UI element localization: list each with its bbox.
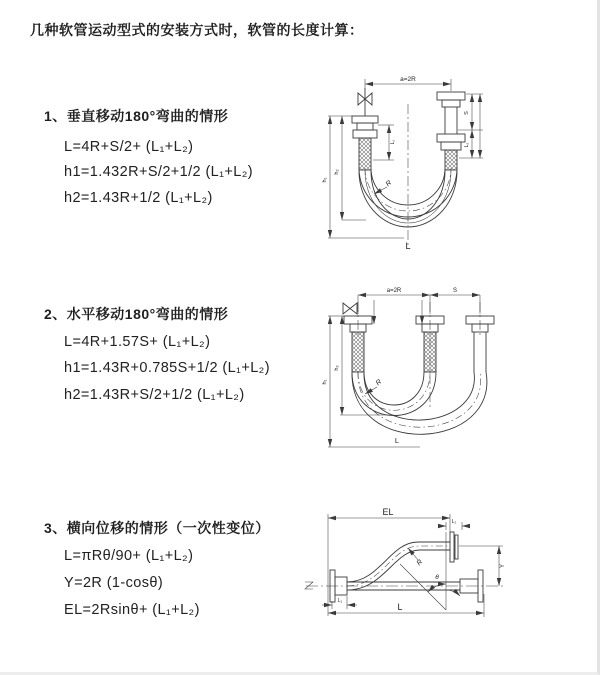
dim-label-h2: h₂: [334, 365, 340, 371]
dim-label-el: EL: [382, 507, 394, 517]
dim-label-h2: h₂: [334, 169, 340, 175]
dim-label-h1: h₁: [322, 379, 328, 385]
length-label: L: [394, 436, 400, 445]
section-1-formula-h1: h1=1.432R+S/2+1/2 (L₁+L₂): [64, 164, 254, 180]
braided-hose-section: [445, 150, 457, 170]
radius-label: R: [374, 378, 384, 388]
section-3-formula-L: L=πRθ/90+ (L₁+L₂): [64, 548, 194, 564]
valve-icon: [343, 303, 357, 314]
dim-label-l1: L₁: [337, 598, 343, 604]
section-2-formula-L: L=4R+1.57S+ (L₁+L₂): [64, 334, 211, 350]
length-label: L: [397, 602, 403, 612]
diagram-vertical-180-bend: [308, 68, 598, 258]
section-1-formula-L: L=4R+S/2+ (L₁+L₂): [64, 139, 194, 155]
hose-u-bends: [352, 332, 487, 434]
dim-label-l2: L₂: [451, 519, 457, 525]
dim-label-y: Y: [500, 563, 506, 569]
radius-label: R: [384, 179, 394, 189]
braided-hose-section: [352, 332, 364, 372]
page-title: 几种软管运动型式的安装方式时，软管的长度计算：: [30, 22, 364, 38]
dimension-lines: [328, 295, 480, 447]
section-2-heading: 2、水平移动180°弯曲的情形: [44, 306, 229, 322]
length-label: L: [405, 241, 411, 251]
angle-label: θ: [435, 574, 439, 581]
section-1-heading: 1、垂直移动180°弯曲的情形: [44, 108, 229, 124]
dim-label-h1: h₁: [322, 177, 328, 183]
section-2-formula-h2: h2=1.43R+S/2+1/2 (L₁+L₂): [64, 387, 245, 403]
dim-label-s: S: [464, 111, 470, 115]
braided-hose-section: [424, 332, 436, 372]
centerline-break-symbol: [305, 582, 313, 589]
right-end-fitting: [437, 92, 465, 170]
hose-straight-position: [347, 582, 460, 590]
section-3-heading: 3、横向位移的情形（一次性变位）: [44, 520, 270, 536]
section-1-formula-h2: h2=1.43R+1/2 (L₁+L₂): [64, 190, 213, 206]
upper-end-fitting: [450, 532, 458, 562]
braided-hose-section: [359, 138, 371, 170]
dim-label-a2r: a=2R: [400, 76, 416, 83]
radius-label: R: [415, 558, 425, 568]
section-3-formula-EL: EL=2Rsinθ+ (L₁+L₂): [64, 602, 200, 618]
diagram-lateral-displacement: [300, 498, 600, 643]
left-end-fitting: [343, 303, 372, 372]
left-end-fitting: [352, 88, 378, 170]
dim-label-l2: L₂: [464, 142, 470, 148]
dim-label-l1: L₁: [390, 139, 396, 145]
hose-displaced-s-curve: [347, 542, 450, 590]
dimension-lines: [322, 514, 503, 617]
section-2-formula-h1: h1=1.43R+0.785S+1/2 (L₁+L₂): [64, 360, 270, 376]
dim-label-a2r: a=2R: [386, 288, 402, 294]
section-3-formula-Y: Y=2R (1-cosθ): [64, 575, 164, 591]
diagram-horizontal-180-bend: [302, 280, 600, 455]
dim-label-s: S: [452, 288, 458, 294]
middle-end-fitting: [416, 316, 444, 372]
